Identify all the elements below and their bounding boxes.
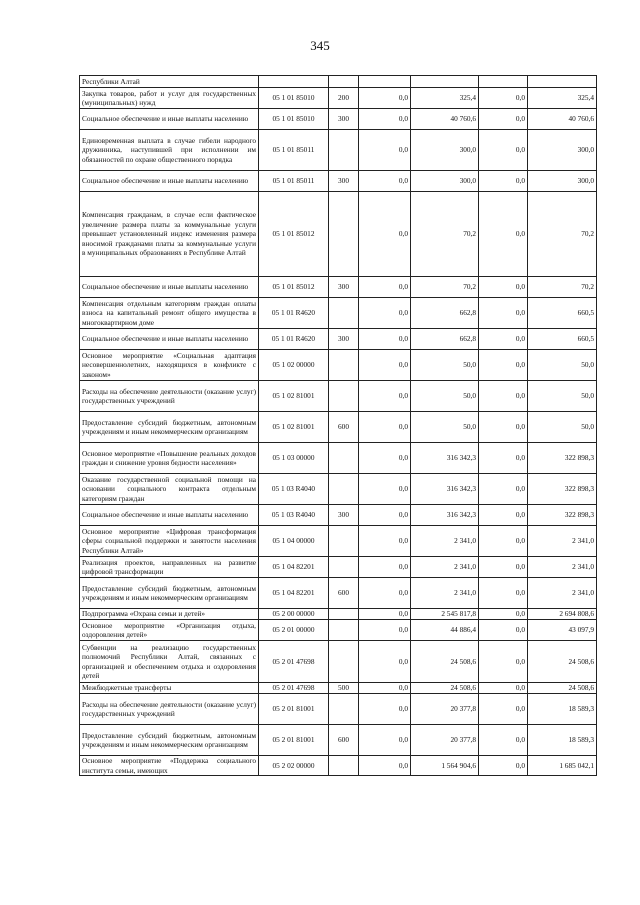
row-value-2-cell <box>411 76 479 88</box>
table-row <box>80 381 597 412</box>
row-name-cell: Оказание государственной социальной помощи на основании социального контракта отдельным категориям граждан <box>80 474 259 505</box>
table-row <box>80 725 597 756</box>
row-expense-type-cell <box>329 474 359 505</box>
row-value-4-cell: 2 694 808,6 <box>528 609 597 620</box>
row-expense-type-cell <box>329 443 359 474</box>
row-value-3-cell <box>479 76 528 88</box>
row-name-cell: Основное мероприятие «Цифровая трансформация сферы социальной поддержки и занятости населения Республики Алтай» <box>80 526 259 557</box>
row-name-cell: Социальное обеспечение и иные выплаты населению <box>80 277 259 298</box>
row-value-2-cell: 316 342,3 <box>411 505 479 526</box>
row-code-cell: 05 2 01 47698 <box>259 683 329 694</box>
row-value-1-cell: 0,0 <box>359 298 411 329</box>
row-code-cell: 05 1 01 R4620 <box>259 329 329 350</box>
row-code-cell: 05 1 03 R4040 <box>259 474 329 505</box>
row-value-3-cell: 0,0 <box>479 443 528 474</box>
row-value-2-cell: 300,0 <box>411 130 479 171</box>
row-expense-type-cell: 600 <box>329 725 359 756</box>
row-value-2-cell: 2 341,0 <box>411 578 479 609</box>
row-value-4-cell: 50,0 <box>528 412 597 443</box>
row-value-3-cell: 0,0 <box>479 526 528 557</box>
row-value-1-cell: 0,0 <box>359 443 411 474</box>
row-value-1-cell: 0,0 <box>359 474 411 505</box>
row-code-cell: 05 1 01 85011 <box>259 171 329 192</box>
table-row <box>80 443 597 474</box>
row-name-cell: Компенсация отдельным категориям граждан оплаты взноса на капитальный ремонт общего имущества в многоквартирном доме <box>80 298 259 329</box>
row-code-cell: 05 2 01 81001 <box>259 694 329 725</box>
row-expense-type-cell <box>329 76 359 88</box>
row-expense-type-cell: 300 <box>329 109 359 130</box>
row-name-cell: Межбюджетные трансферты <box>80 683 259 694</box>
row-name-cell: Основное мероприятие «Повышение реальных доходов граждан и снижение уровня бедности населения» <box>80 443 259 474</box>
row-name-cell: Реализация проектов, направленных на развитие цифровой трансформации <box>80 557 259 578</box>
row-value-1-cell: 0,0 <box>359 505 411 526</box>
row-expense-type-cell <box>329 381 359 412</box>
row-value-3-cell: 0,0 <box>479 171 528 192</box>
row-value-2-cell: 70,2 <box>411 192 479 277</box>
table-row <box>80 620 597 641</box>
row-value-1-cell: 0,0 <box>359 412 411 443</box>
row-value-4-cell: 2 341,0 <box>528 526 597 557</box>
row-value-4-cell: 24 508,6 <box>528 641 597 683</box>
row-expense-type-cell <box>329 130 359 171</box>
row-code-cell: 05 1 04 82201 <box>259 578 329 609</box>
row-value-2-cell: 20 377,8 <box>411 694 479 725</box>
row-code-cell: 05 1 01 85011 <box>259 130 329 171</box>
row-value-2-cell: 316 342,3 <box>411 443 479 474</box>
row-value-1-cell: 0,0 <box>359 329 411 350</box>
row-value-4-cell: 70,2 <box>528 277 597 298</box>
row-value-3-cell: 0,0 <box>479 609 528 620</box>
table-row <box>80 88 597 109</box>
row-name-cell: Расходы на обеспечение деятельности (оказание услуг) государственных учреждений <box>80 381 259 412</box>
row-value-2-cell: 662,8 <box>411 298 479 329</box>
row-value-3-cell: 0,0 <box>479 329 528 350</box>
row-name-cell: Социальное обеспечение и иные выплаты населению <box>80 329 259 350</box>
table-row <box>80 641 597 683</box>
table-row <box>80 526 597 557</box>
row-value-4-cell: 18 589,3 <box>528 725 597 756</box>
table-row <box>80 192 597 277</box>
row-code-cell: 05 1 02 81001 <box>259 381 329 412</box>
row-name-cell: Основное мероприятие «Организация отдыха, оздоровления детей» <box>80 620 259 641</box>
row-code-cell: 05 1 01 85010 <box>259 109 329 130</box>
row-value-3-cell: 0,0 <box>479 578 528 609</box>
row-value-4-cell: 2 341,0 <box>528 578 597 609</box>
row-value-3-cell: 0,0 <box>479 192 528 277</box>
row-name-cell: Республики Алтай <box>80 76 259 88</box>
row-code-cell <box>259 76 329 88</box>
page-number: 345 <box>310 38 330 53</box>
row-expense-type-cell <box>329 298 359 329</box>
row-name-cell: Предоставление субсидий бюджетным, автономным учреждениям и иным некоммерческим организациям <box>80 578 259 609</box>
row-value-3-cell: 0,0 <box>479 277 528 298</box>
row-value-4-cell: 1 685 042,1 <box>528 756 597 776</box>
table-row <box>80 298 597 329</box>
row-code-cell: 05 2 01 81001 <box>259 725 329 756</box>
row-value-3-cell: 0,0 <box>479 683 528 694</box>
row-name-cell: Подпрограмма «Охрана семьи и детей» <box>80 609 259 620</box>
row-value-1-cell: 0,0 <box>359 526 411 557</box>
row-value-2-cell: 20 377,8 <box>411 725 479 756</box>
row-expense-type-cell <box>329 350 359 381</box>
row-value-3-cell: 0,0 <box>479 130 528 171</box>
row-name-cell: Субвенции на реализацию государственных полномочий Республики Алтай, связанных с организацией и обеспечением отдыха и оздоровления детей <box>80 641 259 683</box>
row-value-4-cell: 300,0 <box>528 130 597 171</box>
row-expense-type-cell <box>329 694 359 725</box>
budget-table <box>79 75 597 776</box>
row-name-cell: Основное мероприятие «Поддержка социального института семьи, имеющих <box>80 756 259 776</box>
table-row <box>80 756 597 776</box>
row-value-3-cell: 0,0 <box>479 109 528 130</box>
row-value-1-cell: 0,0 <box>359 88 411 109</box>
row-name-cell: Социальное обеспечение и иные выплаты населению <box>80 171 259 192</box>
row-expense-type-cell <box>329 641 359 683</box>
row-code-cell: 05 1 03 R4040 <box>259 505 329 526</box>
table-row <box>80 474 597 505</box>
row-value-1-cell: 0,0 <box>359 381 411 412</box>
row-code-cell: 05 2 01 00000 <box>259 620 329 641</box>
row-value-2-cell: 662,8 <box>411 329 479 350</box>
row-code-cell: 05 1 02 81001 <box>259 412 329 443</box>
row-value-3-cell: 0,0 <box>479 412 528 443</box>
row-value-1-cell: 0,0 <box>359 277 411 298</box>
row-name-cell: Расходы на обеспечение деятельности (оказание услуг) государственных учреждений <box>80 694 259 725</box>
table-row <box>80 109 597 130</box>
row-code-cell: 05 1 04 00000 <box>259 526 329 557</box>
row-value-1-cell: 0,0 <box>359 609 411 620</box>
table-row <box>80 694 597 725</box>
row-value-4-cell: 322 898,3 <box>528 505 597 526</box>
row-value-4-cell: 660,5 <box>528 329 597 350</box>
table-row <box>80 578 597 609</box>
row-code-cell: 05 2 01 47698 <box>259 641 329 683</box>
table-row <box>80 329 597 350</box>
row-value-2-cell: 44 886,4 <box>411 620 479 641</box>
row-expense-type-cell <box>329 609 359 620</box>
row-value-3-cell: 0,0 <box>479 505 528 526</box>
row-value-1-cell: 0,0 <box>359 192 411 277</box>
row-name-cell: Социальное обеспечение и иные выплаты населению <box>80 505 259 526</box>
row-name-cell: Предоставление субсидий бюджетным, автономным учреждениям и иным некоммерческим организациям <box>80 725 259 756</box>
row-expense-type-cell: 300 <box>329 329 359 350</box>
row-value-4-cell: 300,0 <box>528 171 597 192</box>
row-expense-type-cell: 600 <box>329 578 359 609</box>
table-row <box>80 505 597 526</box>
row-value-3-cell: 0,0 <box>479 725 528 756</box>
row-value-3-cell: 0,0 <box>479 756 528 776</box>
row-value-2-cell: 70,2 <box>411 277 479 298</box>
row-name-cell: Компенсация гражданам, в случае если фактическое увеличение размера платы за коммунальные услуги превышает установленный индекс изменения размера вносимой гражданами платы за коммунальные услуги в муниципальных образованиях в Республике Алтай <box>80 192 259 277</box>
row-value-1-cell: 0,0 <box>359 683 411 694</box>
row-value-3-cell: 0,0 <box>479 381 528 412</box>
row-value-1-cell: 0,0 <box>359 109 411 130</box>
row-expense-type-cell: 300 <box>329 277 359 298</box>
row-value-1-cell: 0,0 <box>359 756 411 776</box>
row-value-2-cell: 316 342,3 <box>411 474 479 505</box>
row-value-2-cell: 50,0 <box>411 350 479 381</box>
row-value-2-cell: 2 545 817,8 <box>411 609 479 620</box>
row-value-2-cell: 24 508,6 <box>411 641 479 683</box>
row-value-4-cell: 43 097,9 <box>528 620 597 641</box>
row-value-1-cell: 0,0 <box>359 641 411 683</box>
row-value-4-cell: 18 589,3 <box>528 694 597 725</box>
row-code-cell: 05 1 01 85012 <box>259 192 329 277</box>
row-value-1-cell: 0,0 <box>359 130 411 171</box>
row-value-1-cell: 0,0 <box>359 578 411 609</box>
table-row <box>80 609 597 620</box>
row-value-1-cell: 0,0 <box>359 694 411 725</box>
row-value-3-cell: 0,0 <box>479 474 528 505</box>
row-name-cell: Единовременная выплата в случае гибели народного дружинника, наступившей при исполнении им обязанностей по охране общественного порядка <box>80 130 259 171</box>
row-name-cell: Закупка товаров, работ и услуг для государственных (муниципальных) нужд <box>80 88 259 109</box>
row-value-1-cell: 0,0 <box>359 620 411 641</box>
row-code-cell: 05 1 04 82201 <box>259 557 329 578</box>
row-code-cell: 05 1 01 85012 <box>259 277 329 298</box>
row-value-3-cell: 0,0 <box>479 350 528 381</box>
row-expense-type-cell: 600 <box>329 412 359 443</box>
row-code-cell: 05 2 00 00000 <box>259 609 329 620</box>
row-value-2-cell: 24 508,6 <box>411 683 479 694</box>
row-value-3-cell: 0,0 <box>479 641 528 683</box>
row-value-2-cell: 50,0 <box>411 381 479 412</box>
row-value-1-cell <box>359 76 411 88</box>
row-value-3-cell: 0,0 <box>479 557 528 578</box>
row-value-2-cell: 325,4 <box>411 88 479 109</box>
table-row <box>80 683 597 694</box>
table-row <box>80 130 597 171</box>
row-expense-type-cell: 300 <box>329 505 359 526</box>
row-name-cell: Основное мероприятие «Социальная адаптация несовершеннолетних, находящихся в конфликте с законом» <box>80 350 259 381</box>
row-expense-type-cell <box>329 620 359 641</box>
row-value-4-cell: 322 898,3 <box>528 443 597 474</box>
row-value-4-cell: 40 760,6 <box>528 109 597 130</box>
row-value-3-cell: 0,0 <box>479 620 528 641</box>
row-value-2-cell: 2 341,0 <box>411 526 479 557</box>
row-value-4-cell: 322 898,3 <box>528 474 597 505</box>
row-value-2-cell: 2 341,0 <box>411 557 479 578</box>
row-expense-type-cell <box>329 557 359 578</box>
table-row <box>80 76 597 88</box>
row-code-cell: 05 2 02 00000 <box>259 756 329 776</box>
row-value-1-cell: 0,0 <box>359 725 411 756</box>
row-code-cell: 05 1 02 00000 <box>259 350 329 381</box>
row-value-4-cell: 660,5 <box>528 298 597 329</box>
row-code-cell: 05 1 03 00000 <box>259 443 329 474</box>
row-expense-type-cell: 200 <box>329 88 359 109</box>
table-row <box>80 350 597 381</box>
row-expense-type-cell <box>329 526 359 557</box>
row-code-cell: 05 1 01 R4620 <box>259 298 329 329</box>
row-value-3-cell: 0,0 <box>479 694 528 725</box>
row-expense-type-cell <box>329 192 359 277</box>
row-value-3-cell: 0,0 <box>479 298 528 329</box>
row-name-cell: Предоставление субсидий бюджетным, автономным учреждениям и иным некоммерческим организациям <box>80 412 259 443</box>
table-row <box>80 277 597 298</box>
row-value-2-cell: 1 564 904,6 <box>411 756 479 776</box>
row-code-cell: 05 1 01 85010 <box>259 88 329 109</box>
row-expense-type-cell: 300 <box>329 171 359 192</box>
row-value-4-cell: 325,4 <box>528 88 597 109</box>
row-value-4-cell: 24 508,6 <box>528 683 597 694</box>
row-value-2-cell: 50,0 <box>411 412 479 443</box>
row-value-4-cell <box>528 76 597 88</box>
budget-table-body <box>80 76 597 776</box>
row-value-4-cell: 50,0 <box>528 381 597 412</box>
row-value-4-cell: 2 341,0 <box>528 557 597 578</box>
table-row <box>80 557 597 578</box>
row-value-2-cell: 40 760,6 <box>411 109 479 130</box>
row-value-1-cell: 0,0 <box>359 171 411 192</box>
table-row <box>80 171 597 192</box>
table-row <box>80 412 597 443</box>
row-value-1-cell: 0,0 <box>359 557 411 578</box>
row-value-4-cell: 70,2 <box>528 192 597 277</box>
row-value-2-cell: 300,0 <box>411 171 479 192</box>
row-name-cell: Социальное обеспечение и иные выплаты населению <box>80 109 259 130</box>
row-value-3-cell: 0,0 <box>479 88 528 109</box>
row-expense-type-cell <box>329 756 359 776</box>
row-expense-type-cell: 500 <box>329 683 359 694</box>
row-value-4-cell: 50,0 <box>528 350 597 381</box>
row-value-1-cell: 0,0 <box>359 350 411 381</box>
